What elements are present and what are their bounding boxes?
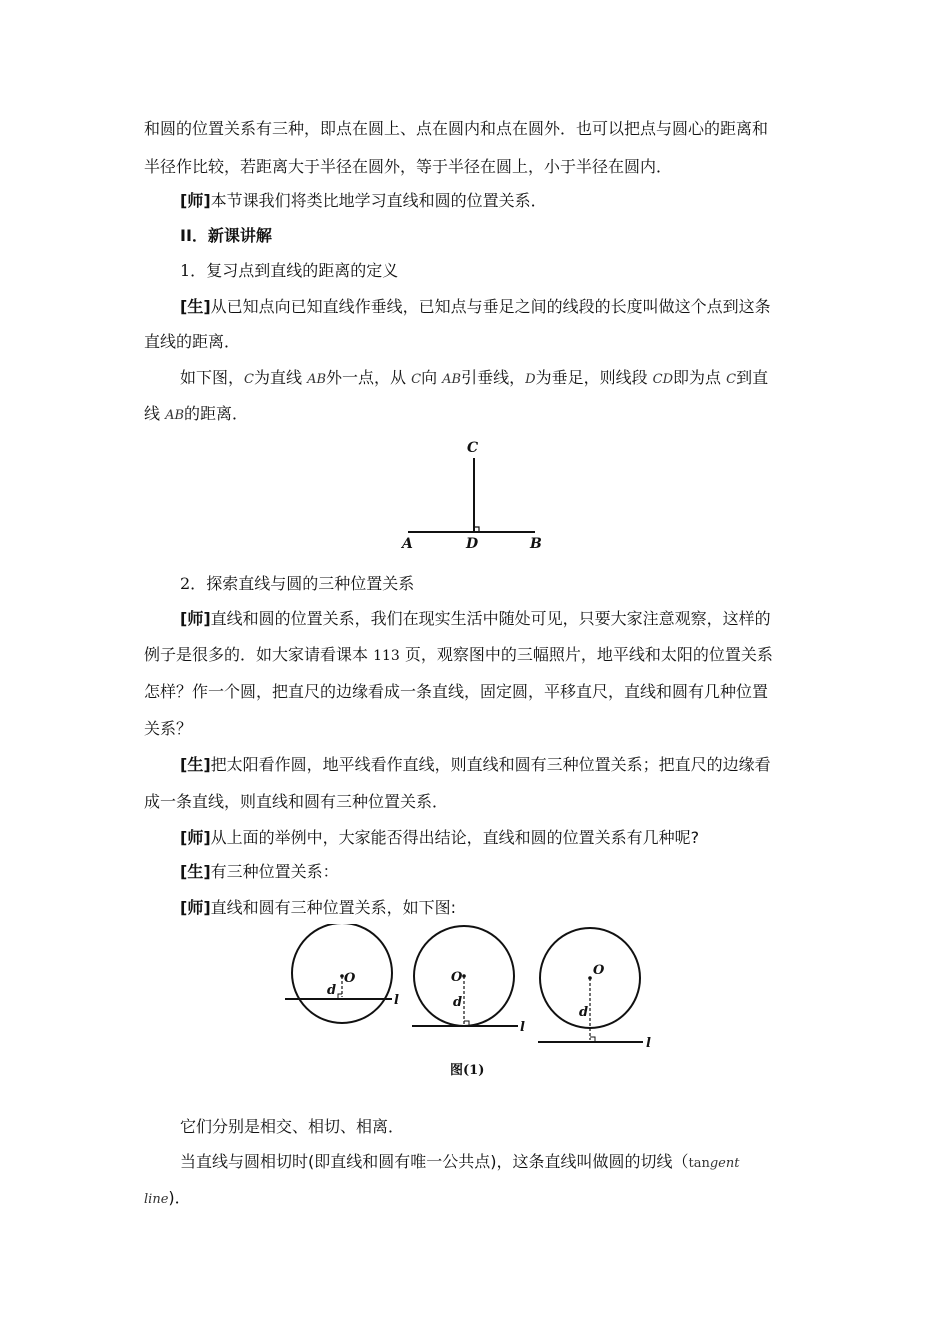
math-c: C: [411, 372, 422, 387]
label-l: l: [520, 1020, 525, 1035]
label-c: C: [467, 440, 479, 456]
example-line1: [180, 367, 768, 391]
example-text: 线: [144, 404, 166, 423]
tangent-definition-line2: [144, 1187, 191, 1211]
label-d: D: [466, 536, 479, 552]
label-d: d: [579, 1005, 589, 1020]
item-number: 2．: [180, 574, 207, 593]
student-text: 有三种位置关系：: [210, 862, 339, 881]
student-answer-2-line2: 成一条直线，则直线和圆有三种位置关系．: [144, 792, 449, 811]
teacher-text: 直线和圆的位置关系，我们在现实生活中随处可见，只要大家注意观察，这样的: [210, 609, 771, 628]
student-answer-2-line1: [180, 754, 771, 776]
item-1: [180, 260, 398, 282]
circle-line-figure: [280, 924, 670, 1084]
teacher-text: 本节课我们将类比地学习直线和圆的位置关系．: [210, 191, 547, 210]
item-number: 1．: [180, 261, 207, 280]
english-term: gent: [709, 1156, 740, 1171]
example-line2: [144, 403, 248, 427]
student-tag: [生]: [180, 862, 211, 881]
perpendicular-figure: [390, 430, 560, 555]
teacher-remark-3: [180, 827, 699, 849]
label-l: l: [646, 1036, 651, 1051]
example-text: 引垂线，: [461, 368, 526, 387]
example-text: 的距离．: [184, 404, 249, 423]
english-term: line: [144, 1192, 169, 1207]
label-a: A: [402, 536, 413, 552]
teacher-remark-2-line2: [144, 644, 773, 667]
teacher-text: 直线和圆有三种位置关系，如下图:: [210, 898, 457, 917]
label-b: B: [530, 536, 542, 552]
math-ab: AB: [307, 372, 327, 387]
example-text: 外一点，从: [326, 368, 412, 387]
item-2: [180, 573, 414, 595]
student-text: 从已知点向已知直线作垂线，已知点与垂足之间的线段的长度叫做这个点到这条: [210, 297, 771, 316]
teacher-remark-4: [180, 897, 456, 919]
teacher-tag: [师]: [180, 191, 211, 210]
student-answer-1-line2: 直线的距离．: [144, 332, 241, 351]
definition-text: )．: [168, 1188, 191, 1207]
label-o: O: [344, 971, 356, 986]
student-answer-3: [180, 861, 339, 883]
para1-line2: 半径作比较，若距离大于半径在圆外，等于半径在圆上，小于半径在圆内．: [144, 157, 673, 176]
student-tag: [生]: [180, 297, 211, 316]
student-tag: [生]: [180, 755, 211, 774]
student-answer-1-line1: [180, 296, 771, 318]
label-o: O: [593, 963, 605, 978]
label-d: d: [327, 983, 337, 998]
teacher-tag: [师]: [180, 609, 211, 628]
example-text: 向: [421, 368, 443, 387]
example-text: 即为点: [673, 368, 727, 387]
label-d: d: [453, 995, 463, 1010]
figure-caption: 图(1): [450, 1063, 485, 1078]
teacher-text: 页，观察图中的三幅照片，地平线和太阳的位置关系: [399, 645, 773, 664]
summary: 它们分别是相交、相切、相离．: [180, 1117, 405, 1136]
teacher-remark-2-line1: [180, 608, 771, 630]
label-o: O: [451, 970, 463, 985]
circle-intersecting: [285, 924, 399, 1023]
para1-line1: 和圆的位置关系有三种，即点在圆上、点在圆内和点在圆外．也可以把点与圆心的距离和: [144, 119, 769, 138]
circle-separate: [538, 928, 651, 1051]
math-ab: AB: [165, 408, 185, 423]
teacher-text: 从上面的举例中，大家能否得出结论，直线和圆的位置关系有几种呢?: [210, 828, 700, 847]
math-c: C: [726, 372, 737, 387]
label-l: l: [394, 993, 399, 1008]
example-text: 为直线: [253, 368, 308, 387]
teacher-text: 例子是很多的．如大家请看课本: [144, 645, 374, 664]
math-ab: AB: [442, 372, 462, 387]
section-heading: II．新课讲解: [180, 226, 272, 245]
teacher-tag: [师]: [180, 898, 211, 917]
teacher-remark-1: [180, 190, 547, 212]
page-number: 113: [373, 648, 400, 664]
definition-text: 当直线与圆相切时(即直线和圆有唯一公共点)，这条直线叫做圆的切线（: [180, 1152, 689, 1171]
example-text: 到直: [736, 368, 769, 387]
example-text: 如下图，: [180, 368, 245, 387]
math-d: D: [525, 372, 536, 387]
teacher-remark-2-line4: 关系？: [144, 719, 193, 738]
math-cd: CD: [652, 372, 674, 387]
example-text: 为垂足，则线段: [535, 368, 653, 387]
teacher-remark-2-line3: 怎样？作一个圆，把直尺的边缘看成一条直线，固定圆，平移直尺，直线和圆有几种位置: [144, 682, 769, 701]
item-text: 复习点到直线的距离的定义: [206, 261, 399, 280]
student-text: 把太阳看作圆，地平线看作直线，则直线和圆有三种位置关系；把直尺的边缘看: [210, 755, 771, 774]
english-term: tan: [688, 1156, 710, 1171]
circle-tangent: [412, 926, 525, 1035]
tangent-definition-line1: [180, 1151, 739, 1175]
math-c: C: [244, 372, 254, 387]
item-text: 探索直线与圆的三种位置关系: [206, 574, 415, 593]
teacher-tag: [师]: [180, 828, 211, 847]
